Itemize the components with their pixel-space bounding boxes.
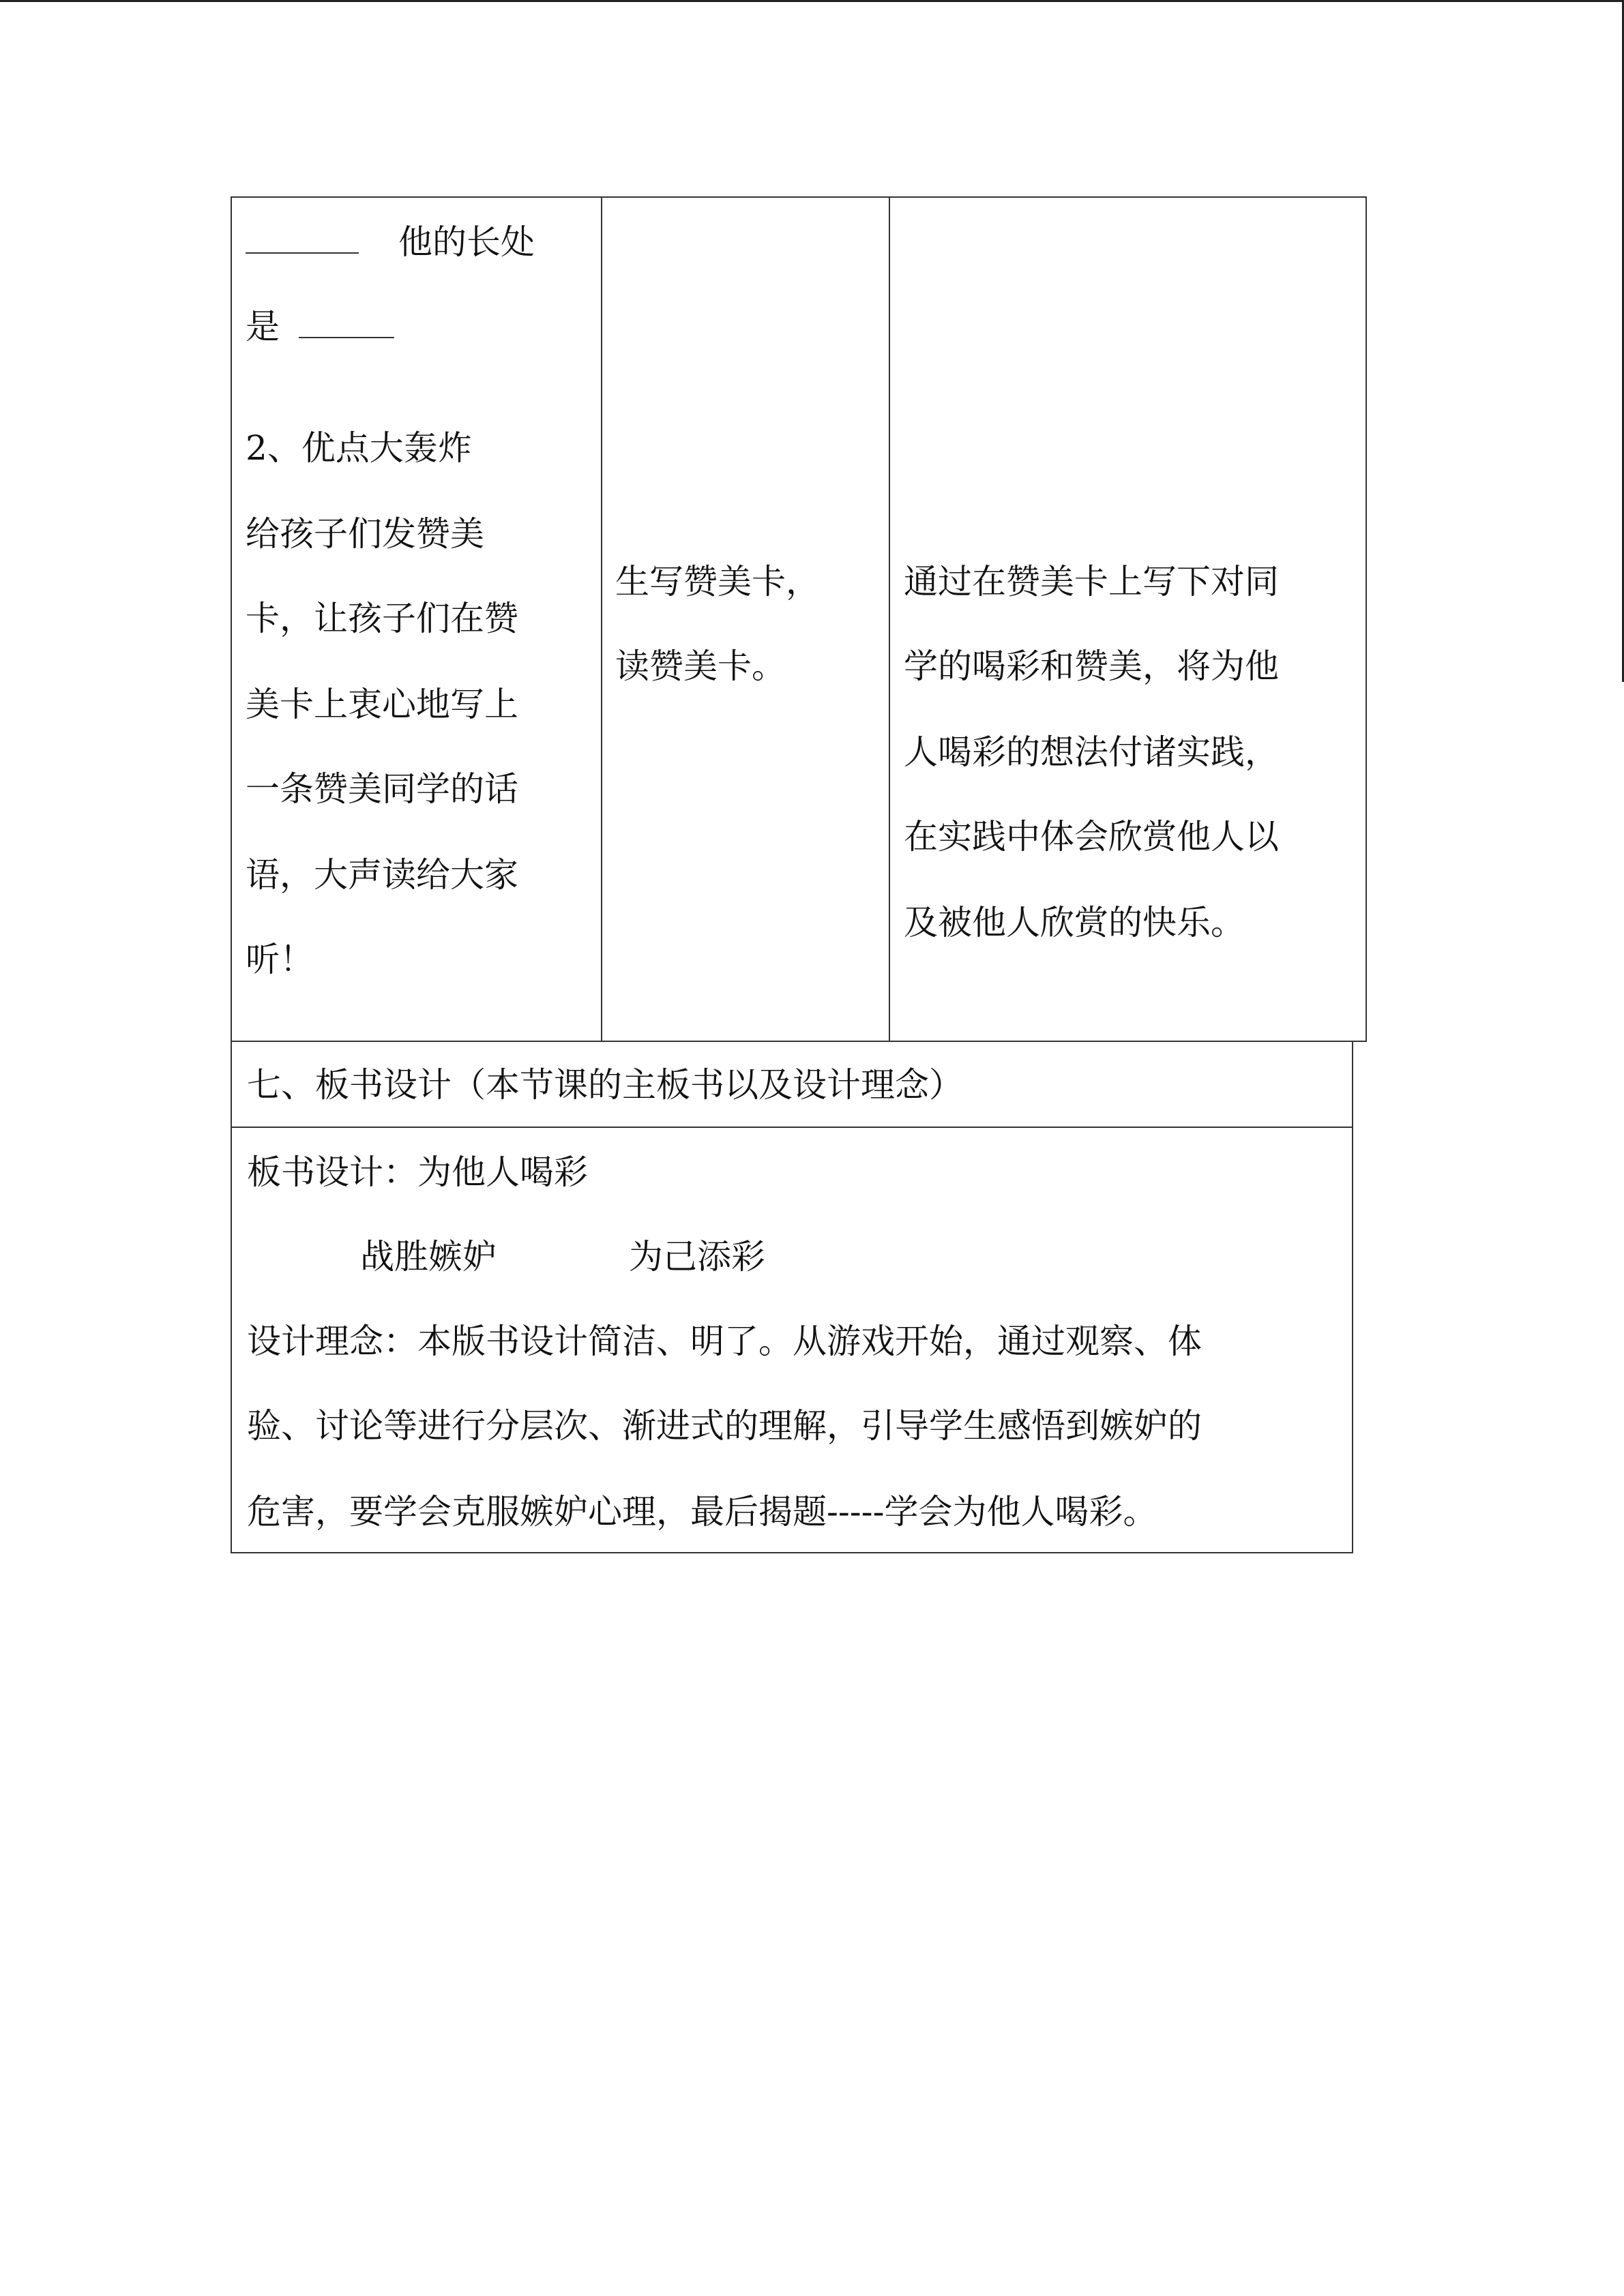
cell-line: 一条赞美同学的话 bbox=[246, 769, 518, 809]
cell-line: 语，大声读给大家 bbox=[246, 855, 518, 895]
section-title: 七、板书设计（本节课的主板书以及设计理念） bbox=[247, 1065, 963, 1105]
cell-line: 读赞美卡。 bbox=[615, 646, 786, 686]
cell-line: 通过在赞美卡上写下对同 bbox=[904, 562, 1279, 601]
concept-line: 验、讨论等进行分层次、渐进式的理解，引导学生感悟到嫉妒的 bbox=[247, 1406, 1202, 1446]
cell-line: 学的喝彩和赞美，将为他 bbox=[904, 646, 1279, 686]
concept-line: 设计理念：本版书设计简洁、明了。从游戏开始，通过观察、体 bbox=[247, 1322, 1202, 1361]
board-design-divider bbox=[231, 1127, 1353, 1128]
fill-blank bbox=[246, 224, 359, 254]
board-right-item: 为己添彩 bbox=[629, 1237, 765, 1277]
cell-line: 给孩子们发赞美 bbox=[246, 514, 484, 554]
cell-line-strength: 他的长处 bbox=[246, 224, 535, 259]
board-title: 板书设计：为他人喝彩 bbox=[247, 1152, 588, 1192]
page-top-border bbox=[0, 0, 1624, 2]
cell-line: 生写赞美卡， bbox=[615, 562, 820, 601]
concept-line: 危害，要学会克服嫉妒心理，最后揭题-----学会为他人喝彩。 bbox=[247, 1492, 1157, 1532]
cell-line: 美卡上衷心地写上 bbox=[246, 685, 518, 724]
cell-line: 在实践中体会欣赏他人以 bbox=[904, 817, 1279, 856]
table-column-divider-1 bbox=[601, 196, 602, 1042]
cell-line: 卡，让孩子们在赞 bbox=[246, 599, 518, 638]
cell-line: 人喝彩的想法付诸实践， bbox=[904, 732, 1279, 772]
board-left-item: 战胜嫉妒 bbox=[360, 1237, 497, 1277]
fill-blank bbox=[299, 308, 394, 338]
table-column-divider-2 bbox=[889, 196, 890, 1042]
activity-heading: 2、优点大轰炸 bbox=[246, 428, 472, 468]
cell-line: 及被他人欣赏的快乐。 bbox=[904, 903, 1245, 942]
cell-line: 听！ bbox=[246, 940, 314, 979]
board-design-table bbox=[231, 1041, 1353, 1553]
cell-line-is: 是 bbox=[246, 308, 394, 344]
